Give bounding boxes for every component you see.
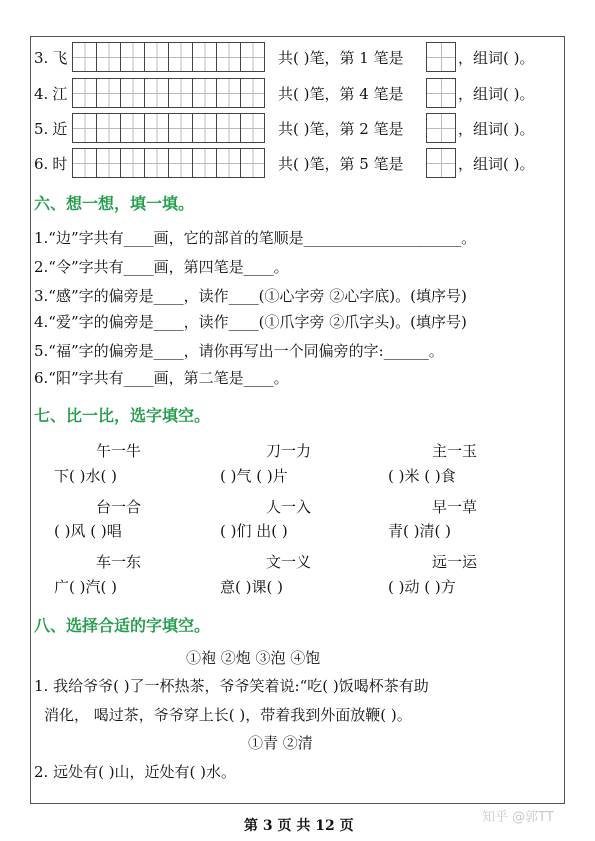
section-6-line-1: 1.“边”字共有____画，它的部首的笔顺是_____________________。 [34,229,477,247]
section-6-line-5: 5.“福”字的偏旁是____，请你再写出一个同偏旁的字:______。 [34,342,444,360]
section-6-line-6: 6.“阳”字共有____画，第二笔是____。 [34,369,289,387]
watermark: 知乎 @郭TT [482,810,554,825]
stroke-row-number: 3. [34,49,49,67]
question-1-line-1: 1. 我给爷爷( )了一杯热茶，爷爷笑着说:“吃( )饭喝杯茶有助 [34,677,429,695]
stroke-row-number: 4. [34,85,49,103]
writing-cell[interactable] [240,113,265,143]
stroke-row-label [34,155,67,173]
writing-cell[interactable] [216,78,241,108]
writing-cell[interactable] [216,42,241,72]
writing-cell[interactable] [168,113,193,143]
writing-grid [72,42,264,72]
writing-cell[interactable] [240,148,265,178]
writing-cell[interactable] [168,148,193,178]
pair-5: 人一入 [266,498,312,516]
writing-cell[interactable] [120,78,145,108]
stroke-row-label [34,120,67,138]
stroke-row-number: 6. [34,155,49,173]
writing-cell[interactable] [168,42,193,72]
writing-cell[interactable] [96,148,121,178]
pair-7: 车一东 [96,553,142,571]
fill-3: ( )米 ( )食 [388,467,456,485]
section-6-line-2: 2.“令”字共有____画，第四笔是____。 [34,258,289,276]
writing-grid [72,78,264,108]
section-6-line-4: 4.“爱”字的偏旁是____，读作____(①爪字旁 ②爪字头)。(填序号) [34,313,467,331]
section-6-line-3: 3.“感”字的偏旁是____，读作____(①心字旁 ②心字底)。(填序号) [34,287,467,305]
writing-cell[interactable] [96,78,121,108]
stroke-answer-cell[interactable] [426,78,456,108]
pair-8: 文一义 [266,553,312,571]
writing-cell[interactable] [168,78,193,108]
writing-cell[interactable] [72,148,97,178]
writing-cell[interactable] [144,113,169,143]
section-7-title: 七、比一比，选字填空。 [34,406,211,425]
writing-cell[interactable] [144,78,169,108]
writing-cell[interactable] [144,42,169,72]
stroke-count-text: 共( )笔，第 2 笔是 [278,120,404,138]
stroke-answer-cell[interactable] [426,113,456,143]
options-1: ①袍 ②炮 ③泡 ④饱 [186,649,321,667]
writing-cell[interactable] [192,42,217,72]
writing-cell[interactable] [96,42,121,72]
options-2: ①青 ②清 [248,734,313,752]
writing-cell[interactable] [216,148,241,178]
stroke-row-label [34,49,67,67]
writing-cell[interactable] [120,113,145,143]
writing-cell[interactable] [96,113,121,143]
stroke-row-character: 时 [52,155,68,173]
pair-4: 台一合 [96,498,142,516]
pair-3: 主一玉 [432,442,478,460]
pair-9: 远一运 [432,553,478,571]
writing-grid [72,113,264,143]
fill-7: 广( )汽( ) [54,578,117,596]
section-6-title: 六、想一想，填一填。 [34,194,195,213]
writing-cell[interactable] [240,78,265,108]
writing-cell[interactable] [120,148,145,178]
writing-grid [72,148,264,178]
fill-5: ( )们 出( ) [220,522,288,540]
word-group-text: ，组词( )。 [458,49,535,67]
fill-1: 下( )水( ) [54,467,117,485]
stroke-row-character: 飞 [52,49,68,67]
stroke-count-text: 共( )笔，第 5 笔是 [278,155,404,173]
fill-6: 青( )清( ) [388,522,451,540]
pair-2: 刀一力 [266,442,312,460]
stroke-count-text: 共( )笔，第 4 笔是 [278,85,404,103]
word-group-text: ，组词( )。 [458,85,535,103]
word-group-text: ，组词( )。 [458,155,535,173]
fill-9: ( )动 ( )方 [388,578,456,596]
writing-cell[interactable] [216,113,241,143]
word-group-text: ，组词( )。 [458,120,535,138]
writing-cell[interactable] [144,148,169,178]
stroke-row-number: 5. [34,120,49,138]
writing-cell[interactable] [72,113,97,143]
stroke-answer-cell[interactable] [426,148,456,178]
question-1-line-2: 消化， 喝过茶，爷爷穿上长( )，带着我到外面放鞭( )。 [44,706,412,724]
section-8-title: 八、选择合适的字填空。 [34,616,211,635]
pair-1: 午一牛 [96,442,142,460]
fill-8: 意( )课( ) [220,578,283,596]
stroke-answer-cell[interactable] [426,42,456,72]
writing-cell[interactable] [192,148,217,178]
writing-cell[interactable] [240,42,265,72]
stroke-row-character: 近 [52,120,68,138]
writing-cell[interactable] [120,42,145,72]
stroke-row-label [34,85,67,103]
fill-2: ( )气 ( )片 [220,467,288,485]
fill-4: ( )风 ( )唱 [54,522,122,540]
stroke-row-character: 江 [52,85,68,103]
writing-cell[interactable] [72,78,97,108]
pair-6: 早一草 [432,498,478,516]
writing-cell[interactable] [192,78,217,108]
page-number: 第 3 页 共 12 页 [244,818,354,834]
question-2-line-1: 2. 远处有( )山，近处有( )水。 [34,763,237,781]
stroke-count-text: 共( )笔，第 1 笔是 [278,49,404,67]
writing-cell[interactable] [192,113,217,143]
writing-cell[interactable] [72,42,97,72]
